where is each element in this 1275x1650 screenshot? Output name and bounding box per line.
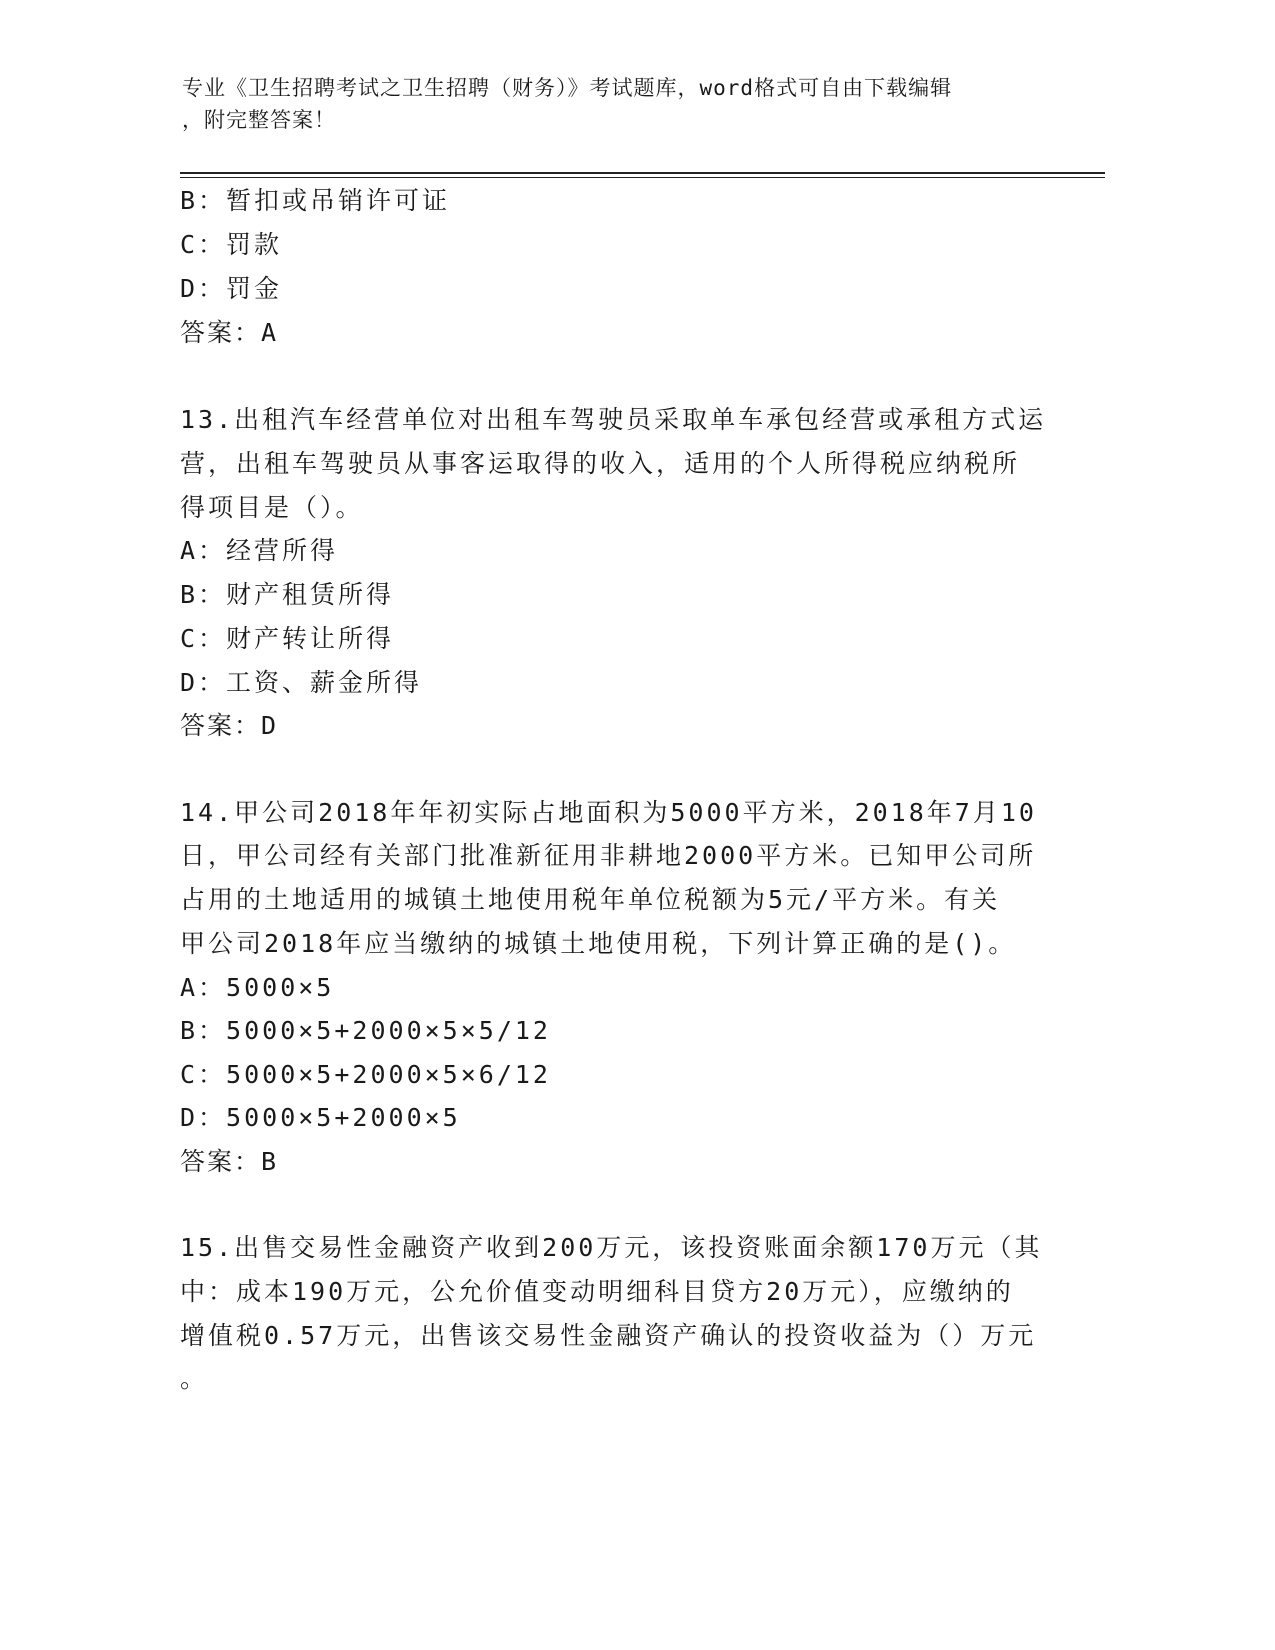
q14-answer: 答案：B [180,1147,279,1176]
q12-option-c: C：罚款 [180,230,283,259]
q14-stem-line-1: 14.甲公司2018年年初实际占地面积为5000平方米，2018年7月10 [180,798,1037,827]
q12-answer: 答案：A [180,318,279,347]
q12-option-b: B：暂扣或吊销许可证 [180,186,451,215]
q14-stem-line-3: 占用的土地适用的城镇土地使用税年单位税额为5元/平方米。有关 [180,885,1001,914]
q15-stem-line-1: 15.出售交易性金融资产收到200万元，该投资账面余额170万元（其 [180,1233,1043,1262]
q13-option-b: B：财产租赁所得 [180,580,395,609]
q13-stem-line-3: 得项目是（）。 [180,493,364,522]
q15-stem-line-4: 。 [180,1364,209,1393]
header-divider-thin [180,177,1105,178]
q14-option-d: D：5000×5+2000×5 [180,1103,461,1132]
q15-stem-line-2: 中：成本190万元，公允价值变动明细科目贷方20万元），应缴纳的 [180,1277,1014,1306]
q13-answer: 答案：D [180,711,279,740]
q14-option-a: A：5000×5 [180,973,335,1002]
q13-stem-line-1: 13.出租汽车经营单位对出租车驾驶员采取单车承包经营或承租方式运 [180,405,1047,434]
q14-option-c: C：5000×5+2000×5×6/12 [180,1060,551,1089]
header-divider-thick [180,172,1105,174]
q13-option-d: D：工资、薪金所得 [180,668,423,697]
q13-option-a: A：经营所得 [180,536,339,565]
q15-stem-line-3: 增值税0.57万元，出售该交易性金融资产确认的投资收益为（）万元 [180,1321,1037,1350]
q14-stem-line-4: 甲公司2018年应当缴纳的城镇土地使用税，下列计算正确的是()。 [180,929,1017,958]
q12-option-d: D：罚金 [180,274,283,303]
q13-stem-line-2: 营，出租车驾驶员从事客运取得的收入，适用的个人所得税应纳税所 [180,449,1021,478]
document-header [182,72,1062,136]
q13-option-c: C：财产转让所得 [180,624,395,653]
q14-stem-line-2: 日，甲公司经有关部门批准新征用非耕地2000平方米。已知甲公司所 [180,841,1037,870]
q14-option-b: B：5000×5+2000×5×5/12 [180,1016,551,1045]
header-line-2: ，附完整答案！ [182,108,336,132]
header-line-1: 专业《卫生招聘考试之卫生招聘（财务）》考试题库，word格式可自由下载编辑 [182,76,953,100]
